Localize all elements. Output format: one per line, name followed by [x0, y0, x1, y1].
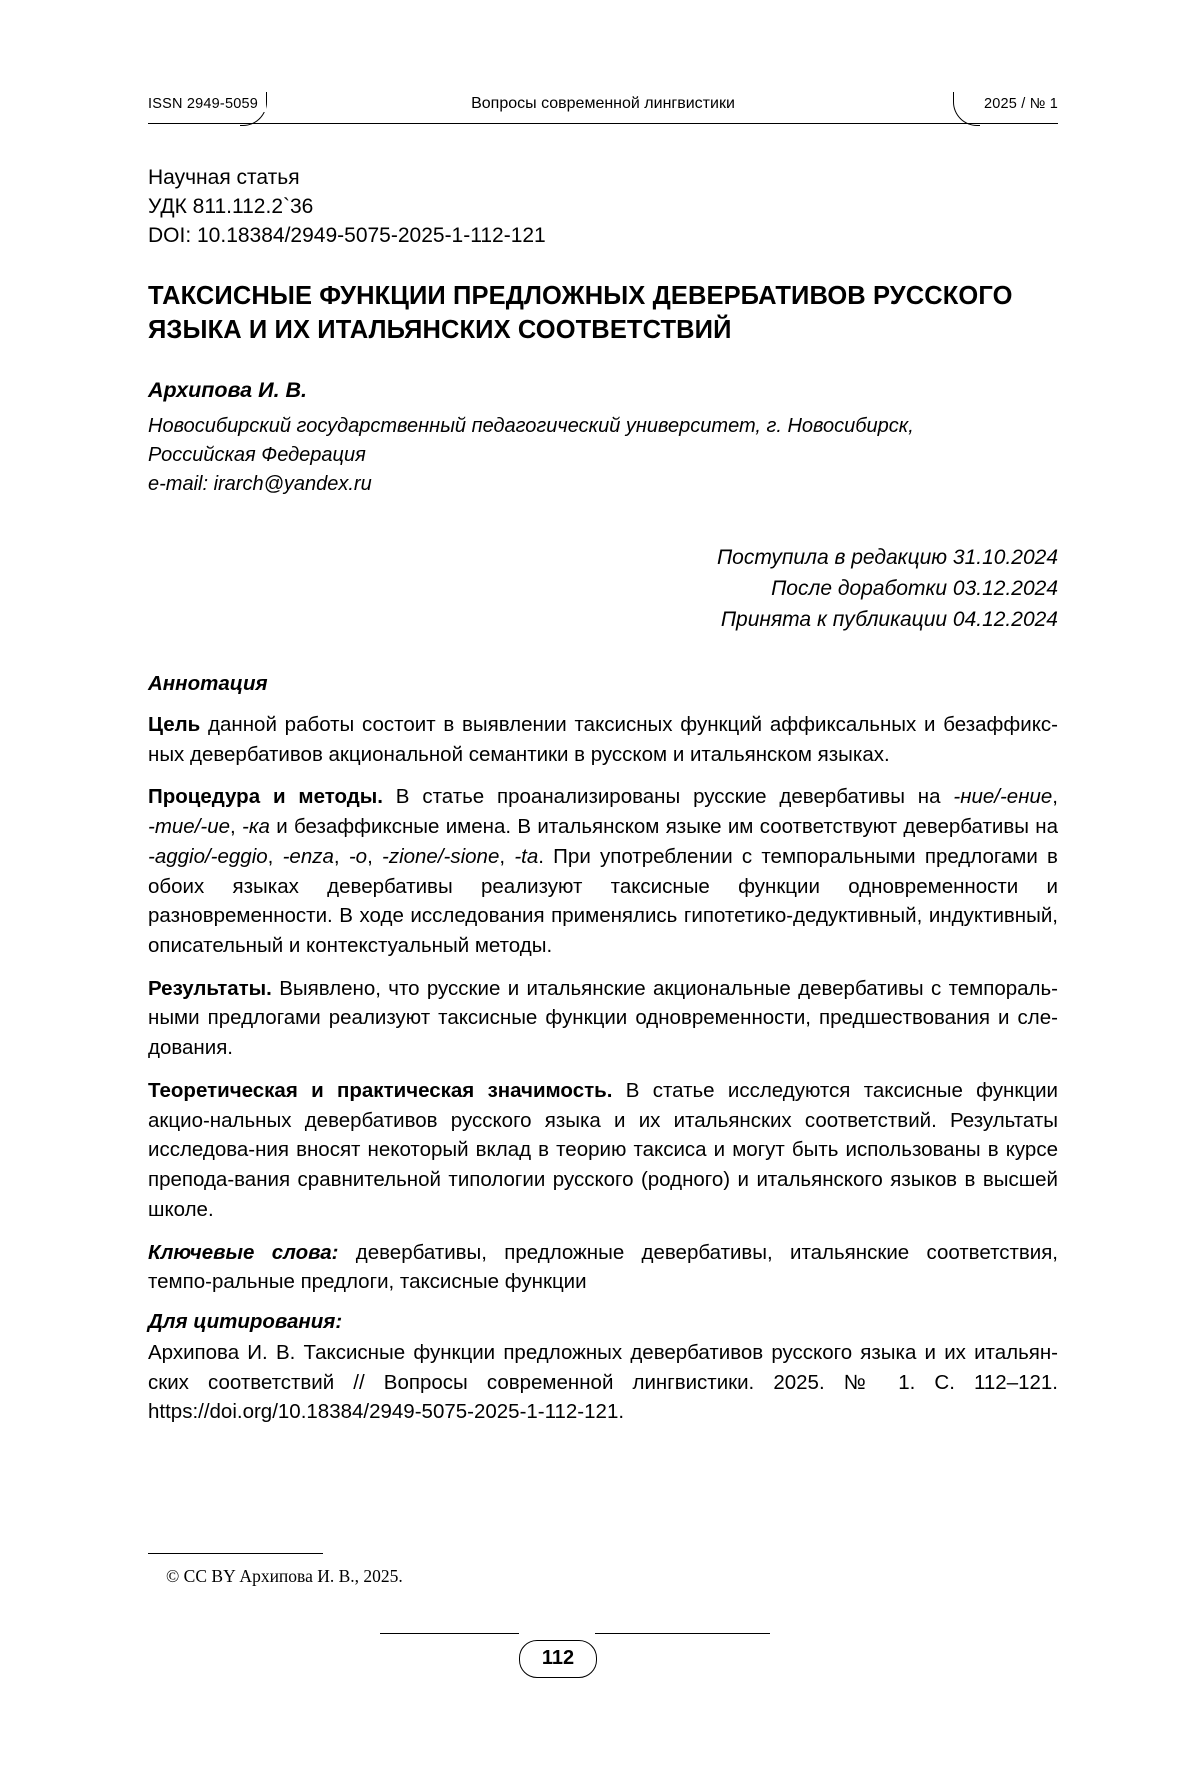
- abstract-methods-text-7: ,: [367, 844, 382, 868]
- abstract-heading: Аннотация: [148, 672, 268, 695]
- page-footer: [148, 1620, 1058, 1680]
- author-email: e-mail: irarch@yandex.ru: [148, 473, 372, 495]
- page-number-mask: [519, 1620, 595, 1642]
- abstract-methods-italic-4: -aggio/-eggio: [148, 844, 268, 868]
- abstract-significance-text: В статье исследуются таксисные функции акцио-нальных девербативов русского языка и их итальянских соответствий. Результаты исследова-ния вносят некоторый вклад в теорию таксиса и могут быть использованы в курсе препода-вания сравнительной типологии русского (родного) и итальянского языков в высшей школе.: [148, 1078, 1058, 1221]
- abstract-methods-italic-1: -ние/-ение: [953, 785, 1053, 809]
- abstract-methods-italic-6: -o: [348, 844, 368, 868]
- abstract-methods-italic-8: -ta: [514, 844, 539, 868]
- affiliation-line-2: Российская Федерация: [148, 444, 366, 466]
- doi-code: DOI: 10.18384/2949-5075-2025-1-112-121: [148, 223, 546, 247]
- abstract-methods-text-9: . При употреблении с темпоральными предлогами в обоих языках девербативы реализуют таксисные функции одновременности и разновременности. В ходе исследования применялись гипотетико-дедуктивный, индуктивный, описательный и контекстуальный методы.: [148, 844, 1058, 958]
- abstract-results-label: Результаты.: [148, 976, 272, 1000]
- udk-code: УДК 811.112.2`36: [148, 194, 314, 218]
- abstract-methods-italic-7: -zione/-sione: [382, 844, 500, 868]
- page-number: 112: [519, 1640, 597, 1678]
- abstract-methods-text-1: В статье проанализированы русские девербативы на: [382, 785, 954, 809]
- running-head-rule: [148, 123, 1058, 124]
- abstract-methods-text-6: ,: [333, 844, 349, 868]
- abstract-methods-italic-2: -тие/-ие: [148, 815, 231, 839]
- abstract-results-text: Выявлено, что русские и итальянские акциональные девербативы с темпораль-ными предлогами реализуют таксисные функции одновременности, предшествования и сле-дования.: [148, 976, 1058, 1060]
- citation-label: Для цитирования:: [148, 1309, 343, 1333]
- keywords-label: Ключевые слова:: [148, 1240, 339, 1264]
- abstract-methods-italic-5: -enza: [282, 844, 334, 868]
- abstract-methods-label: Процедура и методы.: [148, 785, 383, 809]
- date-revised: После доработки 03.12.2024: [771, 577, 1058, 601]
- footnote-rule: [148, 1553, 323, 1554]
- abstract-methods: [148, 782, 1058, 960]
- citation-text: Архипова И. В. Таксисные функции предложных девербативов русского языка и их итальян-ских соответствий // Вопросы современной лингвистики. 2025. № 1. С. 112–121. https://doi.org/10.18384/2949-5075-2025-1-112-121.: [148, 1340, 1058, 1424]
- abstract-significance: [148, 1076, 1058, 1225]
- issue-label: 2025 / № 1: [974, 96, 1058, 112]
- journal-title: [148, 95, 1058, 113]
- date-accepted: Принята к публикации 04.12.2024: [720, 608, 1058, 632]
- issn-label: ISSN 2949-5059: [148, 96, 266, 112]
- abstract-methods-text-5: ,: [267, 844, 283, 868]
- running-head: [148, 92, 1058, 128]
- date-received: Поступила в редакцию 31.10.2024: [716, 546, 1058, 569]
- abstract-section: [148, 672, 1058, 1427]
- abstract-methods-text-3: ,: [230, 815, 243, 839]
- copyright-note: © CC BY Архипова И. В., 2025.: [166, 1566, 403, 1586]
- submission-dates: [148, 542, 1058, 635]
- page-content: [148, 0, 1058, 1783]
- author-name: Архипова И. В.: [148, 378, 308, 402]
- article-type: Научная статья: [148, 166, 300, 189]
- abstract-keywords: [148, 1238, 1058, 1297]
- abstract-purpose-label: Цель: [148, 713, 201, 736]
- abstract-methods-italic-3: -ка: [242, 815, 270, 839]
- abstract-significance-label: Теоретическая и практическая значимость.: [148, 1078, 613, 1102]
- journal-title-text: Вопросы современной лингвистики: [461, 95, 745, 112]
- author-affiliation: [148, 412, 1058, 499]
- abstract-methods-text-4: и безаффиксные имена. В итальянском языке им соответствуют девербативы на: [269, 815, 1058, 839]
- abstract-purpose-text: данной работы состоит в выявлении таксисных функций аффиксальных и безаффикс-ных девербативов акциональной семантики в русском и итальянском языках.: [148, 713, 1058, 766]
- affiliation-line-1: Новосибирский государственный педагогический университет, г. Новосибирск,: [148, 415, 914, 437]
- abstract-methods-text-8: ,: [499, 844, 515, 868]
- keywords-text: девербативы, предложные девербативы, итальянские соответствия, темпо-ральные предлоги, таксисные функции: [148, 1240, 1059, 1294]
- abstract-purpose: [148, 710, 1058, 769]
- abstract-methods-text-2: ,: [1052, 785, 1058, 809]
- article-meta: [148, 164, 1058, 250]
- page-title: ТАКСИСНЫЕ ФУНКЦИИ ПРЕДЛОЖНЫХ ДЕВЕРБАТИВОВ РУССКОГО ЯЗЫКА И ИХ ИТАЛЬЯНСКИХ СООТВЕТСТВИЙ: [148, 282, 1013, 344]
- abstract-results: [148, 974, 1058, 1063]
